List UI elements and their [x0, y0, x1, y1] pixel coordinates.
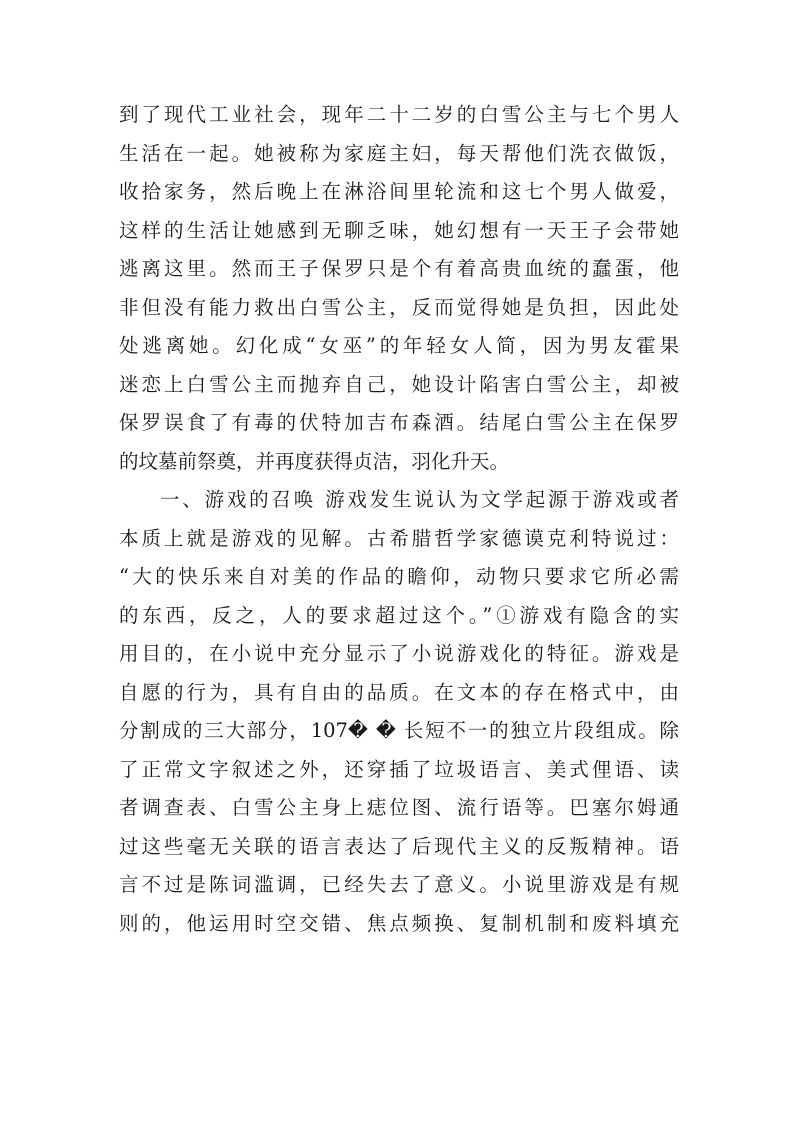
body-text [119, 96, 679, 943]
text-line: 到了现代工业社会，现年二十二岁的白雪公主与七个男人 [119, 103, 679, 126]
text-line: “大的快乐来自对美的作品的瞻仰，动物只要求它所必需 [119, 565, 679, 588]
text-line: 保罗误食了有毒的伏特加吉布森酒。结尾白雪公主在保罗 [119, 411, 679, 434]
text-line: 了正常文字叙述之外，还穿插了垃圾语言、美式俚语、读 [119, 757, 679, 781]
text-line: 自愿的行为，具有自由的品质。在文本的存在格式中，由 [119, 680, 679, 704]
text-line: 生活在一起。她被称为家庭主妇，每天帮他们洗衣做饭， [119, 141, 679, 165]
text-line: 的东西，反之，人的要求超过这个。”①游戏有隐含的实 [119, 603, 679, 627]
text-line: 则的，他运用时空交错、焦点频换、复制机制和废料填充 [119, 911, 679, 935]
text-line: 者调查表、白雪公主身上痣位图、流行语等。巴塞尔姆通 [119, 796, 679, 819]
text-line: 非但没有能力救出白雪公主，反而觉得她是负担，因此处 [119, 295, 679, 319]
section-heading-line: 一、游戏的召唤 游戏发生说认为文学起源于游戏或者 [160, 488, 679, 511]
paragraph-end-line: 的坟墓前祭奠，并再度获得贞洁，羽化升天。 [119, 449, 510, 473]
text-line: 逃离这里。然而王子保罗只是个有着高贵血统的蠢蛋，他 [119, 257, 679, 280]
text-line: 分割成的三大部分，107� � 长短不一的独立片段组成。除 [119, 719, 679, 742]
text-line: 过这些毫无关联的语言表达了后现代主义的反叛精神。语 [119, 834, 679, 858]
text-line: 用目的，在小说中充分显示了小说游戏化的特征。游戏是 [119, 642, 679, 665]
text-line: 收拾家务，然后晚上在淋浴间里轮流和这七个男人做爱， [119, 180, 679, 203]
text-line: 迷恋上白雪公主而抛弃自己，她设计陷害白雪公主，却被 [119, 372, 679, 396]
text-line: 处逃离她。幻化成“女巫”的年轻女人简，因为男友霍果 [119, 334, 679, 357]
text-line: 本质上就是游戏的见解。古希腊哲学家德谟克利特说过： [119, 526, 679, 550]
text-line: 这样的生活让她感到无聊乏味，她幻想有一天王子会带她 [119, 218, 679, 242]
text-line: 言不过是陈词滥调，已经失去了意义。小说里游戏是有规 [119, 873, 679, 896]
